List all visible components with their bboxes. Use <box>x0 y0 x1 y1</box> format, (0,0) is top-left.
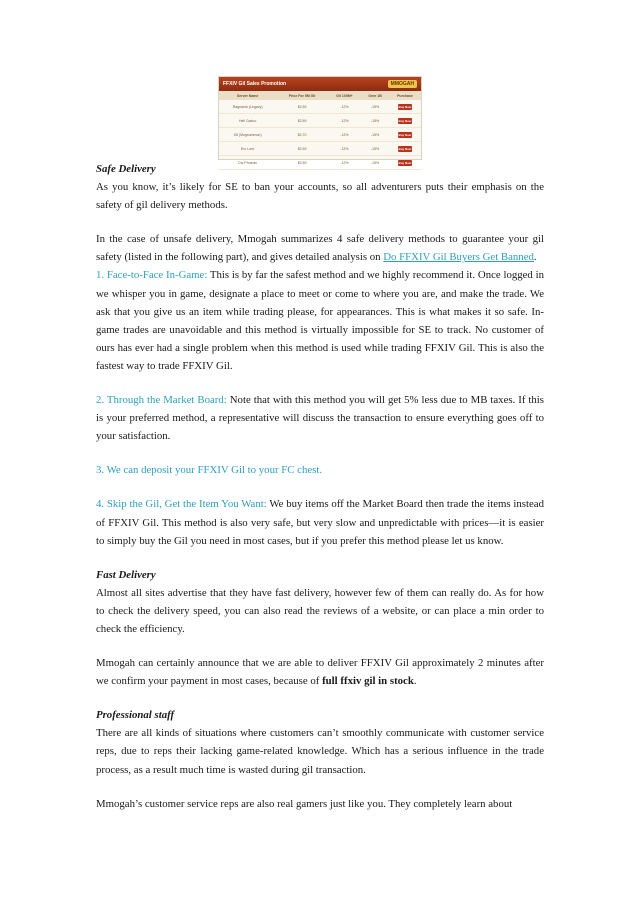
method-label: 4. Skip the Gil, Get the Item You Want: <box>96 498 267 511</box>
mmogah-logo: MMOGAH <box>388 80 417 88</box>
paragraph: Almost all sites advertise that they have fast delivery, however few of them can really do. As for how to check the delivery speed, you can also read the reviews of a website, or can place a min order to check the efficiency. <box>96 586 544 635</box>
table-cell: $2.59 <box>276 114 328 128</box>
purchase-cell <box>389 100 421 114</box>
promo-title: FFXIV Gil Sales Promotion <box>223 81 287 87</box>
method-text: We buy items off the Market Board then trade the items instead of FFXIV Gil. This method is also very safe, but very slow and unpredictable with prices—it is easier to simply buy the Gil you need in most cases, but if you prefer this method please let us know. <box>96 498 544 547</box>
paragraph-text: . <box>413 675 417 688</box>
table-cell: -12% <box>328 142 361 156</box>
promo-table-row <box>219 114 421 128</box>
column-header: Purchase <box>389 91 421 100</box>
paragraph: There are all kinds of situations where customers can’t smoothly communicate with customer service reps, due to reps their lacking game-related knowledge. Which has a serious influence in the trade process, as a result much time is wasted during gil transaction. <box>96 727 544 776</box>
section-heading-professional-staff: Professional staff <box>96 709 175 722</box>
purchase-cell <box>389 128 421 142</box>
table-cell: $2.59 <box>276 142 328 156</box>
paragraph-text: In the case of unsafe delivery, Mmogah summarizes 4 safe delivery methods to guarantee your gil safety (listed in the following part), and gives detailed analysis on <box>96 233 544 264</box>
table-cell: Hell Caduo <box>219 114 276 128</box>
promo-table-row <box>219 100 421 114</box>
table-cell: $2.70 <box>276 128 328 142</box>
paragraph-text: . <box>533 251 537 264</box>
table-cell: -15% <box>361 114 389 128</box>
table-cell: $2.59 <box>276 156 328 170</box>
paragraph <box>96 230 544 266</box>
method-label: 3. We can deposit your FFXIV Gil to your FC chest. <box>96 464 323 477</box>
paragraph: As you know, it’s likely for SE to ban your accounts, so all adventurers puts their emphasis on the safety of gil delivery methods. <box>96 181 544 212</box>
column-header: Server Name <box>219 91 276 100</box>
method-1 <box>96 266 544 375</box>
promo-table <box>219 91 421 170</box>
table-cell: Ragnarok (Legacy) <box>219 100 276 114</box>
section-heading-safe-delivery: Safe Delivery <box>96 163 156 175</box>
table-cell: -15% <box>361 100 389 114</box>
table-cell: -15% <box>361 142 389 156</box>
table-cell: -12% <box>328 114 361 128</box>
buy-now-button[interactable]: Buy Now <box>398 160 412 165</box>
table-cell: -12% <box>328 128 361 142</box>
paragraph <box>96 654 544 690</box>
table-cell: Dol Phoenix <box>219 156 276 170</box>
paragraph-text: Mmogah can certainly announce that we are able to deliver FFXIV Gil approximately 2 minutes after we confirm your payment in most cases, because of <box>96 657 544 688</box>
table-cell: $2.59 <box>276 100 328 114</box>
buy-now-button[interactable]: Buy Now <box>398 146 412 151</box>
promo-header <box>219 77 421 91</box>
buy-now-button[interactable]: Buy Now <box>398 104 412 109</box>
column-header: Gil 100M+ <box>328 91 361 100</box>
promo-table-header-row <box>219 91 421 100</box>
section-heading-fast-delivery: Fast Delivery <box>96 568 156 581</box>
paragraph: Mmogah’s customer service reps are also real gamers just like you. They completely learn about <box>96 797 513 810</box>
buy-now-button[interactable]: Buy Now <box>398 118 412 123</box>
buy-now-button[interactable]: Buy Now <box>398 132 412 137</box>
banned-article-link[interactable]: Do FFXIV Gil Buyers Get Banned <box>383 251 534 264</box>
method-text: This is by far the safest method and we highly recommend it. Once logged in we whisper you in game, designate a place to meet or come to where you are, and make the trade. We ask that you give us an item while trading please, for appearances. This is what makes it so safe. In-game trades are unavoidable and this method is virtually impossible for SE to track. No customer of ours has ever had a single problem when this method is used while trading FFXIV Gil. This is also the fastest way to trade FFXIV Gil. <box>96 269 544 372</box>
article-body <box>96 160 544 813</box>
method-text: Note that with this method you will get 5% less due to MB taxes. If this is your preferred method, a representative will discuss the transaction to ensure everything goes off to your satisfaction. <box>96 394 545 443</box>
method-label: 2. Through the Market Board: <box>96 394 227 407</box>
method-label: 1. Face-to-Face In-Game: <box>96 269 208 282</box>
promo-table-row <box>219 142 421 156</box>
bold-phrase: full ffxiv gil in stock <box>322 675 414 688</box>
method-2 <box>96 391 544 445</box>
table-cell: -12% <box>328 156 361 170</box>
method-3 <box>96 461 544 479</box>
column-header: Over 1B <box>361 91 389 100</box>
promo-table-image <box>218 76 422 165</box>
method-4 <box>96 495 544 549</box>
promo-table-row <box>219 128 421 142</box>
table-cell: Gil (Mogsummon) <box>219 128 276 142</box>
column-header: Price For 5M Gil <box>276 91 328 100</box>
purchase-cell <box>389 142 421 156</box>
table-cell: -15% <box>361 128 389 142</box>
purchase-cell <box>389 114 421 128</box>
table-cell: -12% <box>328 100 361 114</box>
table-cell: Eru Lore <box>219 142 276 156</box>
table-cell: -15% <box>361 156 389 170</box>
